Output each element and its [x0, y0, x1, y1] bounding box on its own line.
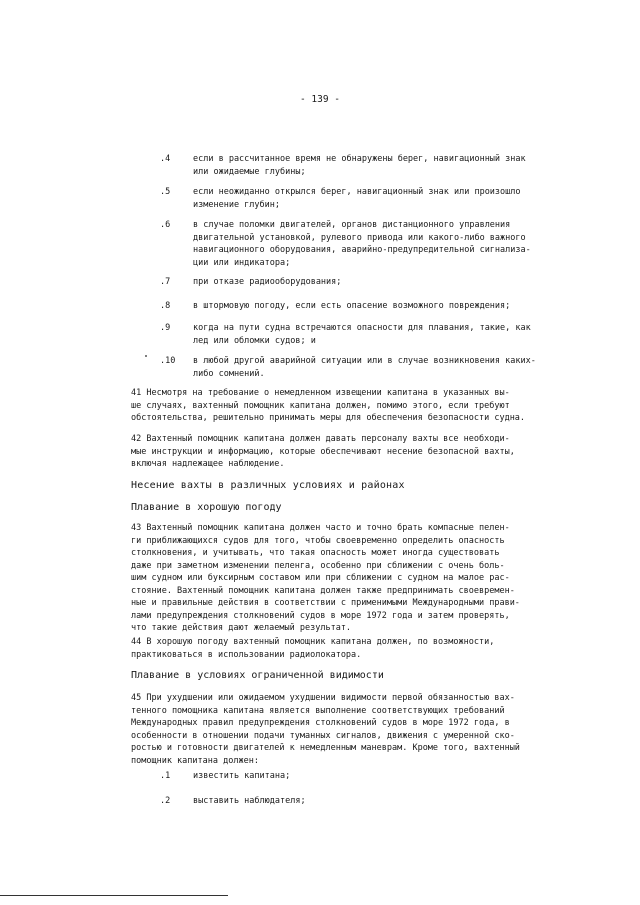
- list-item: [160, 795, 580, 808]
- subsection-heading: Плавание в хорошую погоду: [131, 502, 282, 513]
- list-item-text: при отказе радиооборудования;: [193, 277, 342, 287]
- list-item-text: выставить наблюдателя;: [193, 796, 306, 806]
- list-item: [160, 219, 580, 269]
- paragraph-44: 44 В хорошую погоду вахтенный помощник капитана должен, по возможности, практиковаться в использовании радиолокатора.: [131, 637, 495, 660]
- list-item-text: известить капитана;: [193, 771, 291, 781]
- list-item-number: .2: [160, 796, 171, 806]
- scan-speck: [145, 355, 147, 357]
- list-item-text: если неожиданно открылся берег, навигационный знак или произошло изменение глубин;: [193, 187, 521, 210]
- page-number: - 139 -: [299, 94, 341, 105]
- paragraph-41: 41 Несмотря на требование о немедленном извещении капитана в указанных вы- ше случаях, вахтенный помощник капитана должен, помимо этого, если требуют обстоятельства, решительно принимать меры для обеспечения безопасности судна.: [131, 388, 526, 423]
- list-item-text: когда на пути судна встречаются опасности для плавания, такие, как лед или обломки судов; и: [193, 323, 531, 346]
- list-item-number: .7: [160, 277, 171, 287]
- list-item-number: .6: [160, 220, 171, 230]
- list-item-text: в любой другой аварийной ситуации или в случае возникновения каких- либо сомнений.: [193, 356, 536, 379]
- list-item: [160, 300, 580, 313]
- list-item: [160, 322, 580, 347]
- list-item: [160, 186, 580, 211]
- list-item-text: в штормовую погоду, если есть опасение возможного повреждения;: [193, 301, 511, 311]
- list-item-number: .5: [160, 187, 171, 197]
- list-item: [160, 770, 580, 783]
- subsection-heading: Плавание в условиях ограниченной видимости: [131, 670, 384, 681]
- list-item: [160, 355, 580, 380]
- list-item-text: если в рассчитанное время не обнаружены берег, навигационный знак или ожидаемые глубины;: [193, 154, 526, 177]
- list-item-number: .9: [160, 323, 171, 333]
- list-item-number: .10: [160, 356, 176, 366]
- list-item: [160, 276, 580, 289]
- list-item-number: .8: [160, 301, 171, 311]
- list-item: [160, 153, 580, 178]
- list-item-number: .4: [160, 154, 171, 164]
- list-item-text: в случае поломки двигателей, органов дистанционного управления двигательной установкой, рулевого привода или какого-либо важного навигационного оборудования, аварийно-предупредительной сигнализа- ции или индикатора;: [193, 220, 531, 268]
- paragraph-45: 45 При ухудшении или ожидаемом ухудшении видимости первой обязанностью вах- тенного помощника капитана является выполнение соответствующих требований Международных правил предупреждения столкновений судов в море 1972 года, в особенности в отношении подачи туманных сигналов, движения с умеренной ско- ростью и готовности двигателей к немедленным маневрам. Кроме того, вахтенный помощник капитана должен:: [131, 693, 520, 766]
- paragraph-43: 43 Вахтенный помощник капитана должен часто и точно брать компасные пелен- ги приближающихся судов для того, чтобы своевременно определить опасность столкновения, и учитывать, что такая опасность может иногда существовать даже при заметном изменении пеленга, особенно при сближении с очень боль- шим судном или буксирным составом или при сближении с судном на малое рас- стояние. Вахтенный помощник капитана должен также предпринимать своевремен- ные и правильные действия в соответствии с применимыми Международными прави- лами предупреждения столкновений судов в море 1972 года и затем проверять, что такие действия дают желаемый результат.: [131, 523, 520, 633]
- list-item-number: .1: [160, 771, 171, 781]
- section-heading: Несение вахты в различных условиях и районах: [131, 480, 405, 491]
- footer-rule: [0, 895, 228, 896]
- paragraph-42: 42 Вахтенный помощник капитана должен давать персоналу вахты все необходи- мые инструкции и информацию, которые обеспечивают несение безопасной вахты, включая надлежащее наблюдение.: [131, 434, 515, 469]
